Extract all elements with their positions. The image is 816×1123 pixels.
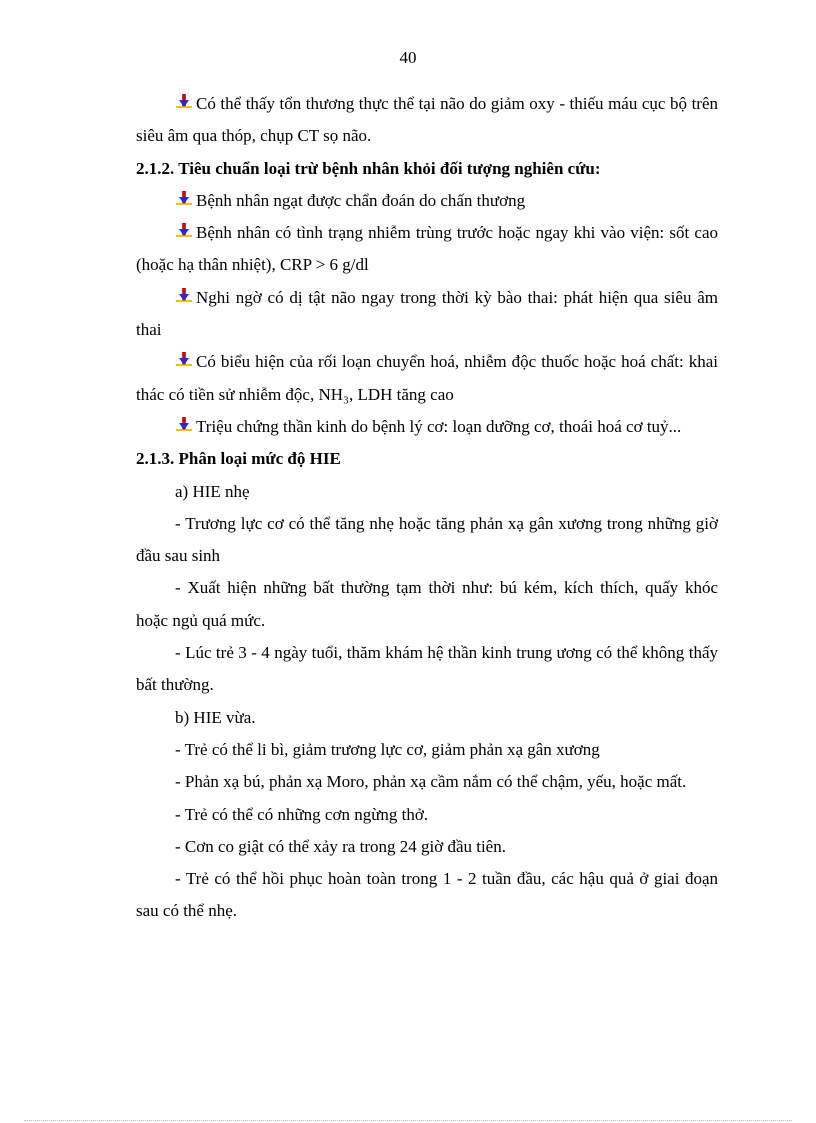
arrow-bullet-icon <box>175 219 193 237</box>
section-heading <box>136 443 718 475</box>
paragraph-text: - Xuất hiện những bất thường tạm thời như: bú kém, kích thích, quấy khóc hoặc ngủ quá mức. <box>136 578 718 630</box>
page-number: 40 <box>399 48 417 67</box>
bullet-paragraph <box>136 282 718 347</box>
document-body <box>136 88 718 928</box>
bullet-paragraph <box>136 217 718 282</box>
paragraph-text: Có biểu hiện của rối loạn chuyển hoá, nhiễm độc thuốc hoặc hoá chất: khai thác có tiền sử nhiễm độc, NH₃, LDH tăng cao <box>136 352 718 404</box>
page-bottom-rule <box>24 1120 792 1121</box>
paragraph-text: - Cơn co giật có thể xảy ra trong 24 giờ đầu tiên. <box>175 836 506 856</box>
paragraph-text: 2.1.3. Phân loại mức độ HIE <box>136 449 341 469</box>
bullet-paragraph <box>136 411 718 443</box>
paragraph-text: 2.1.2. Tiêu chuẩn loại trừ bệnh nhân khỏi đối tượng nghiên cứu: <box>136 158 601 178</box>
bullet-paragraph <box>136 88 718 153</box>
paragraph-text: - Trẻ có thể hồi phục hoàn toàn trong 1 - 2 tuần đầu, các hậu quả ở giai đoạn sau có thể nhẹ. <box>136 869 718 921</box>
body-paragraph <box>136 637 718 702</box>
paragraph-text: - Trẻ có thể có những cơn ngừng thở. <box>175 804 429 824</box>
body-paragraph <box>136 702 718 734</box>
paragraph-text: - Trẻ có thể li bì, giảm trương lực cơ, giảm phản xạ gân xương <box>175 739 600 759</box>
paragraph-text: Nghi ngờ có dị tật não ngay trong thời kỳ bào thai: phát hiện qua siêu âm thai <box>136 287 718 340</box>
body-paragraph <box>136 734 718 766</box>
arrow-bullet-icon <box>175 413 193 431</box>
arrow-bullet-icon <box>175 187 193 205</box>
section-heading <box>136 153 718 185</box>
body-paragraph <box>136 766 718 798</box>
body-paragraph <box>136 799 718 831</box>
body-paragraph <box>136 863 718 928</box>
paragraph-text: - Lúc trẻ 3 - 4 ngày tuổi, thăm khám hệ thần kinh trung ương có thể không thấy bất thường. <box>136 643 718 695</box>
arrow-bullet-icon <box>175 348 193 366</box>
bullet-paragraph <box>136 185 718 217</box>
paragraph-text: Bệnh nhân có tình trạng nhiễm trùng trước hoặc ngay khi vào viện: sốt cao (hoặc hạ thân nhiệt), CRP > 6 g/dl <box>136 223 718 275</box>
paragraph-text: Triệu chứng thần kinh do bệnh lý cơ: loạn dưỡng cơ, thoái hoá cơ tuỷ... <box>196 416 682 436</box>
body-paragraph <box>136 508 718 573</box>
paragraph-text: a) HIE nhẹ <box>175 481 250 501</box>
arrow-bullet-icon <box>175 284 193 302</box>
bullet-paragraph <box>136 346 718 411</box>
body-paragraph <box>136 572 718 637</box>
paragraph-text: - Trương lực cơ có thể tăng nhẹ hoặc tăng phản xạ gân xương trong những giờ đầu sau sinh <box>136 513 718 566</box>
paragraph-text: - Phản xạ bú, phản xạ Moro, phản xạ cầm nắm có thể chậm, yếu, hoặc mất. <box>175 772 687 792</box>
body-paragraph <box>136 476 718 508</box>
paragraph-text: Có thể thấy tổn thương thực thể tại não do giảm oxy - thiếu máu cục bộ trên siêu âm qua thóp, chụp CT sọ não. <box>136 94 718 146</box>
arrow-bullet-icon <box>175 90 193 108</box>
paragraph-text: Bệnh nhân ngạt được chẩn đoán do chấn thương <box>196 190 526 210</box>
paragraph-text: b) HIE vừa. <box>175 707 256 727</box>
body-paragraph <box>136 831 718 863</box>
